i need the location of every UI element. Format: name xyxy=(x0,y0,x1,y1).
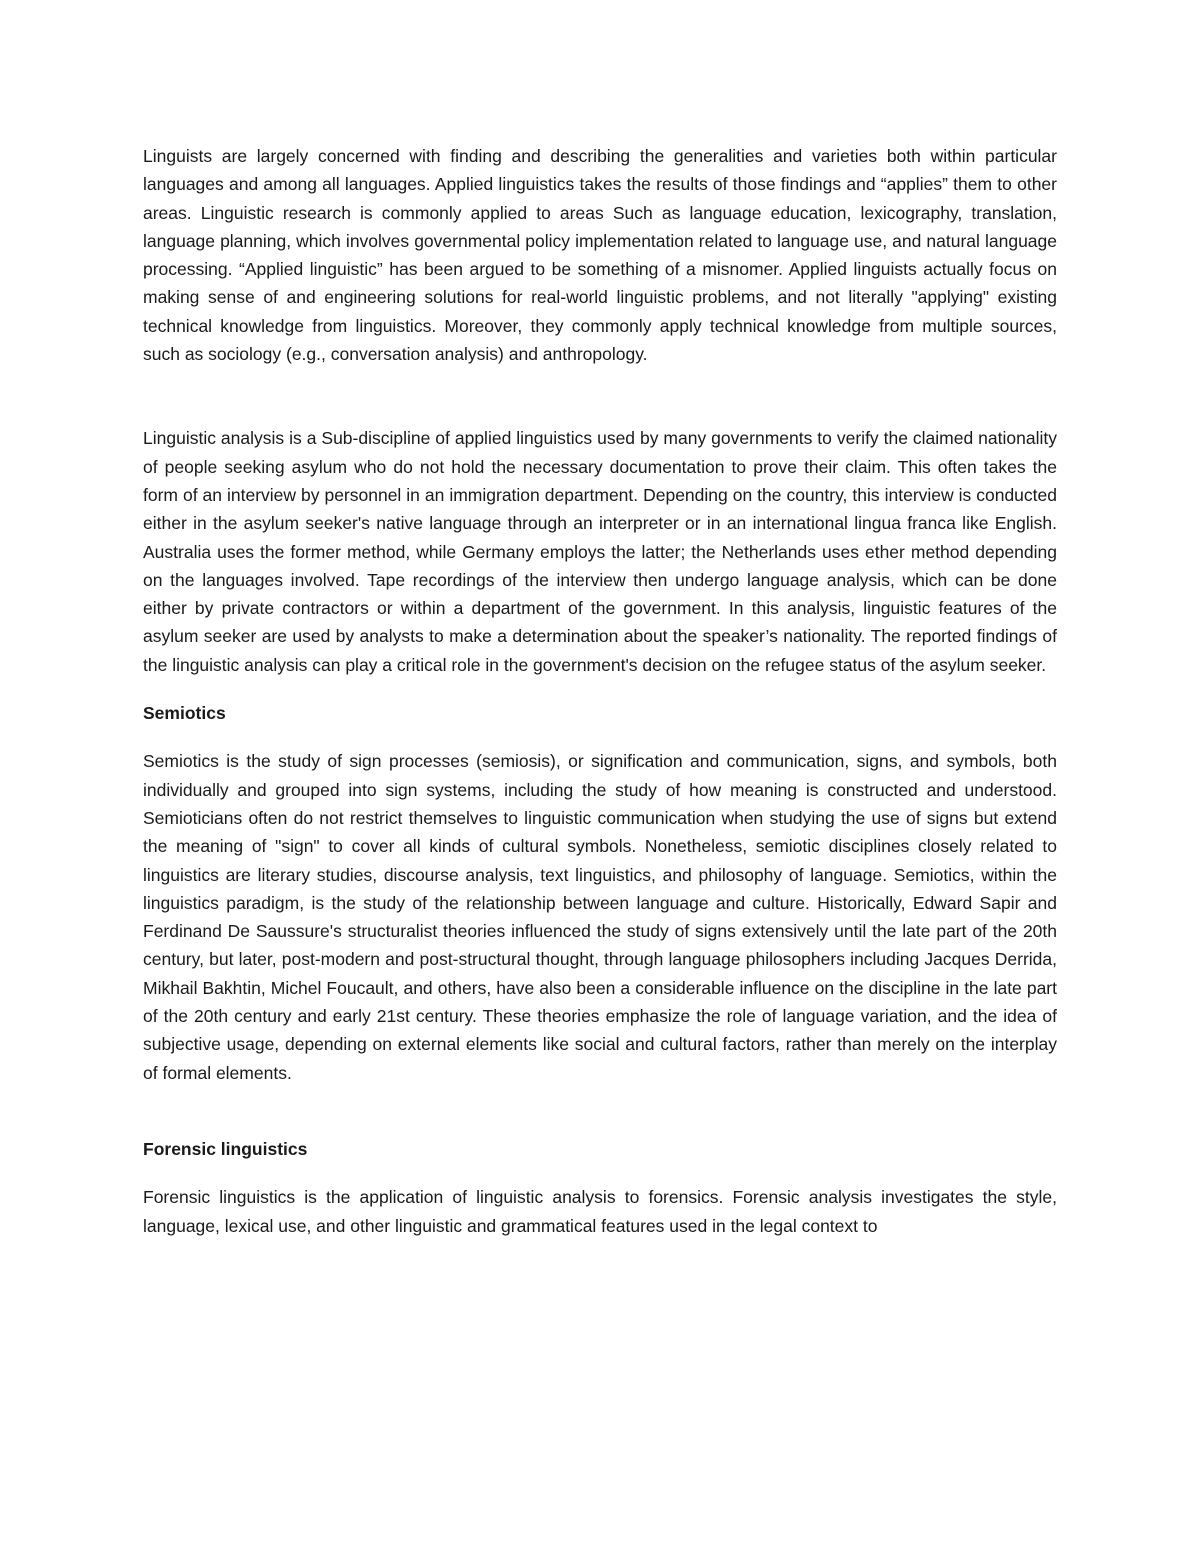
paragraph-applied-linguistics: Linguists are largely concerned with finding and describing the generalities and varieties both within particular languages and among all languages. Applied linguistics takes the results of those findings and “applies” them to other areas. Linguistic research is commonly applied to areas Such as language education, lexicography, translation, language planning, which involves governmental policy implementation related to language use, and natural language processing. “Applied linguistic” has been argued to be something of a misnomer. Applied linguists actually focus on making sense of and engineering solutions for real-world linguistic problems, and not literally "applying" existing technical knowledge from linguistics. Moreover, they commonly apply technical knowledge from multiple sources, such as sociology (e.g., conversation analysis) and anthropology. xyxy=(143,146,1057,365)
document-body xyxy=(143,142,1057,1240)
paragraph-linguistic-analysis: Linguistic analysis is a Sub-discipline of applied linguistics used by many governments to verify the claimed nationality of people seeking asylum who do not hold the necessary documentation to prove their claim. This often takes the form of an interview by personnel in an immigration department. Depending on the country, this interview is conducted either in the asylum seeker's native language through an interpreter or in an international lingua franca like English. Australia uses the former method, while Germany employs the latter; the Netherlands uses ether method depending on the languages involved. Tape recordings of the interview then undergo language analysis, which can be done either by private contractors or within a department of the government. In this analysis, linguistic features of the asylum seeker are used by analysts to make a determination about the speaker’s nationality. The reported findings of the linguistic analysis can play a critical role in the government's decision on the refugee status of the asylum seeker. xyxy=(143,428,1057,675)
paragraph-semiotics: Semiotics is the study of sign processes (semiosis), or signification and communication, signs, and symbols, both individually and grouped into sign systems, including the study of how meaning is constructed and understood. Semioticians often do not restrict themselves to linguistic communication when studying the use of signs but extend the meaning of "sign" to cover all kinds of cultural symbols. Nonetheless, semiotic disciplines closely related to linguistics are literary studies, discourse analysis, text linguistics, and philosophy of language. Semiotics, within the linguistics paradigm, is the study of the relationship between language and culture. Historically, Edward Sapir and Ferdinand De Saussure's structuralist theories influenced the study of signs extensively until the late part of the 20th century, but later, post-modern and post-structural thought, through language philosophers including Jacques Derrida, Mikhail Bakhtin, Michel Foucault, and others, have also been a considerable influence on the discipline in the late part of the 20th century and early 21st century. These theories emphasize the role of language variation, and the idea of subjective usage, depending on external elements like social and cultural factors, rather than merely on the interplay of formal elements. xyxy=(143,751,1057,1083)
paragraph-forensic-linguistics: Forensic linguistics is the application of linguistic analysis to forensics. Forensic analysis investigates the style, language, lexical use, and other linguistic and grammatical features used in the legal context to xyxy=(143,1187,1057,1236)
heading-forensic-linguistics: Forensic linguistics xyxy=(143,1138,308,1159)
heading-semiotics: Semiotics xyxy=(143,703,226,724)
